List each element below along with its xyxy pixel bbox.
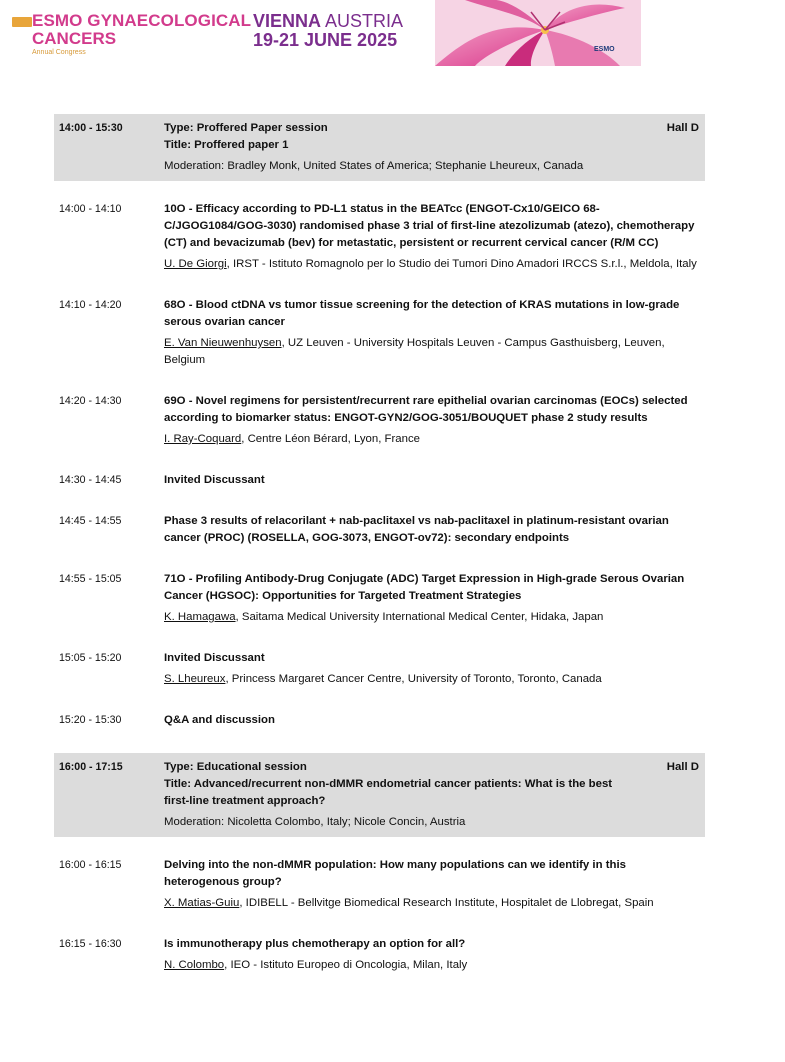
talk-title: Invited Discussant xyxy=(164,652,265,664)
programme xyxy=(54,114,705,998)
session-time: 16:00 - 17:15 xyxy=(59,761,123,773)
talk-row xyxy=(54,857,705,912)
city: VIENNA AUSTRIA xyxy=(253,11,404,31)
talk-title: 69O - Novel regimens for persistent/recurrent rare epithelial ovarian carcinomas (EOCs) selected according to biomarker status: ENGOT-GYN2/GOG-3051/BOUQUET phase 2 study results xyxy=(164,395,688,424)
logo-title-line1: ESMO GYNAECOLOGICAL xyxy=(32,11,252,30)
talk-row xyxy=(54,936,705,974)
talk-row xyxy=(54,472,705,489)
talk-row xyxy=(54,201,705,273)
talk-speaker: N. Colombo, IEO - Istituto Europeo di Oncologia, Milan, Italy xyxy=(164,959,468,971)
speaker-link[interactable]: U. De Giorgi xyxy=(164,258,227,270)
talk-row xyxy=(54,393,705,448)
talk-title: Phase 3 results of relacorilant + nab-paclitaxel vs nab-paclitaxel in platinum-resistant ovarian cancer (PROC) (ROSELLA, GOG-3073, ENGOT-ov72): secondary endpoints xyxy=(164,515,669,544)
session-title: Title: Proffered paper 1 xyxy=(164,139,289,151)
session-moderation: Moderation: Bradley Monk, United States of America; Stephanie Lheureux, Canada xyxy=(164,160,584,172)
talk-time: 14:10 - 14:20 xyxy=(59,299,122,311)
speaker-link[interactable]: X. Matias-Guiu xyxy=(164,897,240,909)
talk-title: Q&A and discussion xyxy=(164,714,275,726)
talk-time: 16:00 - 16:15 xyxy=(59,859,122,871)
speaker-link[interactable]: N. Colombo xyxy=(164,959,225,971)
session-title: Title: Advanced/recurrent non-dMMR endometrial cancer patients: What is the best first-line treatment approach? xyxy=(164,778,613,807)
talk-row xyxy=(54,513,705,547)
talk-time: 14:20 - 14:30 xyxy=(59,395,122,407)
talk-time: 16:15 - 16:30 xyxy=(59,938,122,950)
session-moderation: Moderation: Nicoletta Colombo, Italy; Nicole Concin, Austria xyxy=(164,816,466,828)
lily-banner-image xyxy=(435,0,641,66)
session-header xyxy=(54,753,705,837)
talk-speaker: K. Hamagawa, Saitama Medical University International Medical Center, Hidaka, Japan xyxy=(164,611,604,623)
talk-time: 14:45 - 14:55 xyxy=(59,515,122,527)
talk-time: 15:05 - 15:20 xyxy=(59,652,122,664)
session-hall: Hall D xyxy=(666,122,699,134)
talk-title: Invited Discussant xyxy=(164,474,265,486)
talk-title: Is immunotherapy plus chemotherapy an option for all? xyxy=(164,938,466,950)
talk-time: 14:55 - 15:05 xyxy=(59,573,122,585)
talk-row xyxy=(54,650,705,688)
talk-speaker: S. Lheureux, Princess Margaret Cancer Centre, University of Toronto, Toronto, Canada xyxy=(164,673,602,685)
talk-speaker: X. Matias-Guiu, IDIBELL - Bellvitge Biomedical Research Institute, Hospitalet de Llobregat, Spain xyxy=(164,897,654,909)
talk-time: 14:30 - 14:45 xyxy=(59,474,122,486)
session-type: Type: Proffered Paper session xyxy=(164,122,328,134)
talk-speaker: U. De Giorgi, IRST - Istituto Romagnolo per lo Studio dei Tumori Dino Amadori IRCCS S.r.l., Meldola, Italy xyxy=(164,258,697,270)
congress-header xyxy=(0,0,785,70)
year-badge xyxy=(12,17,32,27)
talk-speaker: I. Ray-Coquard, Centre Léon Bérard, Lyon, France xyxy=(164,433,421,445)
talk-title: 71O - Profiling Antibody-Drug Conjugate (ADC) Target Expression in High-grade Serous Ovarian Cancer (HGSOC): Opportunities for Targeted Treatment Strategies xyxy=(164,573,685,602)
congress-dates: 19-21 JUNE 2025 xyxy=(253,30,398,50)
talk-row xyxy=(54,297,705,369)
talk-speaker: E. Van Nieuwenhuysen, UZ Leuven - University Hospitals Leuven - Campus Gasthuisberg, Leuven, Belgium xyxy=(164,337,665,366)
talk-title: Delving into the non-dMMR population: How many populations can we identify in this heterogenous group? xyxy=(164,859,626,888)
speaker-link[interactable]: S. Lheureux xyxy=(164,673,226,685)
speaker-link[interactable]: I. Ray-Coquard xyxy=(164,433,242,445)
talk-row xyxy=(54,712,705,729)
talk-title: 10O - Efficacy according to PD-L1 status in the BEATcc (ENGOT-Cx10/GEICO 68-C/JGOG1084/GOG-3030) randomised phase 3 trial of first-line atezolizumab (atezo), chemotherapy (CT) and bevacizumab (bev) for metastatic, persistent or recurrent cervical cancer (R/M CC) xyxy=(164,203,695,249)
speaker-link[interactable]: E. Van Nieuwenhuysen xyxy=(164,337,282,349)
talk-time: 15:20 - 15:30 xyxy=(59,714,122,726)
logo-title-line2: CANCERS xyxy=(32,29,117,48)
session-time: 14:00 - 15:30 xyxy=(59,122,123,134)
logo-subtitle: Annual Congress xyxy=(32,49,86,56)
esmo-logo: ESMO xyxy=(594,46,615,53)
speaker-link[interactable]: K. Hamagawa xyxy=(164,611,236,623)
talk-title: 68O - Blood ctDNA vs tumor tissue screening for the detection of KRAS mutations in low-grade serous ovarian cancer xyxy=(164,299,680,328)
talk-row xyxy=(54,571,705,626)
session-hall: Hall D xyxy=(666,761,699,773)
session-type: Type: Educational session xyxy=(164,761,307,773)
session-header xyxy=(54,114,705,181)
talk-time: 14:00 - 14:10 xyxy=(59,203,122,215)
